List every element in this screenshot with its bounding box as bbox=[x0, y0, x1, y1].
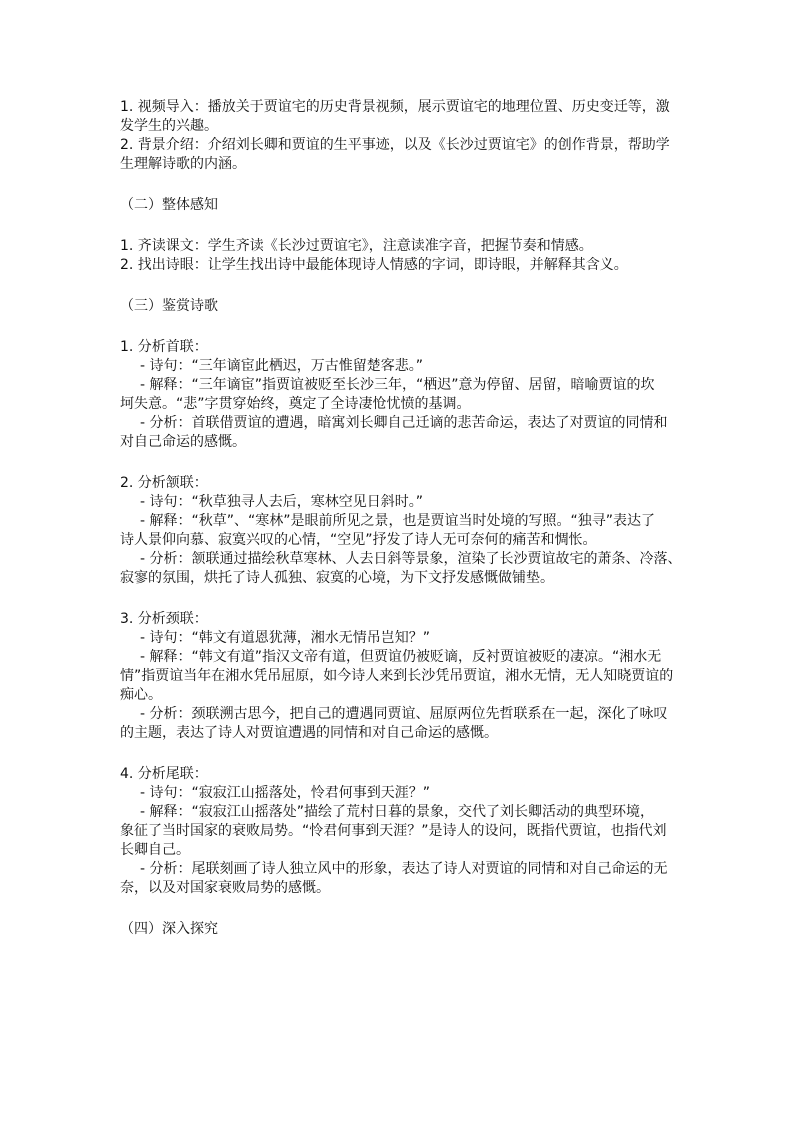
part-3-title: 3. 分析颈联： bbox=[120, 611, 208, 627]
section2-item-1: 1. 齐读课文：学生齐读《长沙过贾谊宅》，注意读准字音，把握节奏和情感。 bbox=[120, 238, 593, 254]
intro-item-2-line-2: 生理解诗歌的内涵。 bbox=[120, 156, 246, 172]
part-1-title: 1. 分析首联： bbox=[120, 339, 208, 355]
part-2-analysis-line-1: - 分析：颔联通过描绘秋草寒林、人去日斜等景象，渲染了长沙贾谊故宅的萧条、冷落、 bbox=[140, 551, 682, 567]
part-3-explain-line-3: 痴心。 bbox=[120, 687, 162, 703]
part-3-explain-line-2: 情”指贾谊当年在湘水凭吊屈原，如今诗人来到长沙凭吊贾谊，湘水无情，无人知晓贾谊的 bbox=[120, 668, 674, 684]
document-page bbox=[120, 98, 682, 939]
part-4-explain-line-1: - 解释：“寂寂江山摇落处”描绘了荒村日暮的景象，交代了刘长卿活动的典型环境， bbox=[140, 804, 655, 820]
part-3-analysis-line-2: 的主题，表达了诗人对贾谊遭遇的同情和对自己命运的感慨。 bbox=[120, 725, 498, 741]
part-1-analysis-line-1: - 分析：首联借贾谊的遭遇，暗寓刘长卿自己迁谪的悲苦命运，表达了对贾谊的同情和 bbox=[140, 415, 668, 431]
part-2-explain-line-2: 诗人景仰向慕、寂寞兴叹的心情，“空见”抒发了诗人无可奈何的痛苦和惆怅。 bbox=[120, 532, 597, 548]
section-heading-in-depth-exploration: （四）深入探究 bbox=[120, 921, 218, 937]
part-2-title: 2. 分析颔联： bbox=[120, 475, 208, 491]
part-1-explain-line-1: - 解释：“三年谪宦”指贾谊被贬至长沙三年，“栖迟”意为停留、居留，暗喻贾谊的坎 bbox=[140, 377, 655, 393]
intro-item-1-line-1: 1. 视频导入：播放关于贾谊宅的历史背景视频，展示贾谊宅的地理位置、历史变迁等，激 bbox=[120, 99, 670, 115]
section-heading-poem-appreciation: （三）鉴赏诗歌 bbox=[120, 298, 218, 314]
section2-item-2: 2. 找出诗眼：让学生找出诗中最能体现诗人情感的字词，即诗眼，并解释其含义。 bbox=[120, 257, 628, 273]
part-2-explain-line-1: - 解释：“秋草”、“寒林”是眼前所见之景，也是贾谊当时处境的写照。“独寻”表达了 bbox=[140, 513, 656, 529]
section-heading-overall-perception: （二）整体感知 bbox=[120, 197, 218, 213]
part-2-poem: - 诗句：“秋草独寻人去后，寒林空见日斜时。” bbox=[140, 494, 424, 510]
part-1-poem: - 诗句：“三年谪宦此栖迟，万古惟留楚客悲。” bbox=[140, 358, 424, 374]
part-4-title: 4. 分析尾联： bbox=[120, 766, 208, 782]
part-4-poem: - 诗句：“寂寂江山摇落处，怜君何事到天涯？” bbox=[140, 785, 431, 801]
part-4-analysis-line-1: - 分析：尾联刻画了诗人独立风中的形象，表达了诗人对贾谊的同情和对自己命运的无 bbox=[140, 861, 668, 877]
part-4-explain-line-2: 象征了当时国家的衰败局势。“怜君何事到天涯？”是诗人的设问，既指代贾谊，也指代刘 bbox=[120, 823, 667, 839]
intro-item-2-line-1: 2. 背景介绍：介绍刘长卿和贾谊的生平事迹，以及《长沙过贾谊宅》的创作背景，帮助学 bbox=[120, 137, 670, 153]
part-4-explain-line-3: 长卿自己。 bbox=[120, 842, 190, 858]
part-3-analysis-line-1: - 分析：颈联溯古思今，把自己的遭遇同贾谊、屈原两位先哲联系在一起，深化了咏叹 bbox=[140, 706, 668, 722]
part-2-analysis-line-2: 寂寥的氛围，烘托了诗人孤独、寂寞的心境，为下文抒发感慨做铺垫。 bbox=[120, 570, 554, 586]
part-3-poem: - 诗句：“韩文有道恩犹薄，湘水无情吊岂知？” bbox=[140, 630, 431, 646]
part-3-explain-line-1: - 解释：“韩文有道”指汉文帝有道，但贾谊仍被贬谪，反衬贾谊被贬的凄凉。“湘水无 bbox=[140, 649, 662, 665]
intro-item-1-line-2: 发学生的兴趣。 bbox=[120, 118, 218, 134]
part-1-analysis-line-2: 对自己命运的感慨。 bbox=[120, 434, 246, 450]
part-4-analysis-line-2: 奈，以及对国家衰败局势的感慨。 bbox=[120, 880, 330, 896]
part-1-explain-line-2: 坷失意。“悲”字贯穿始终，奠定了全诗凄怆忧愤的基调。 bbox=[120, 396, 471, 412]
